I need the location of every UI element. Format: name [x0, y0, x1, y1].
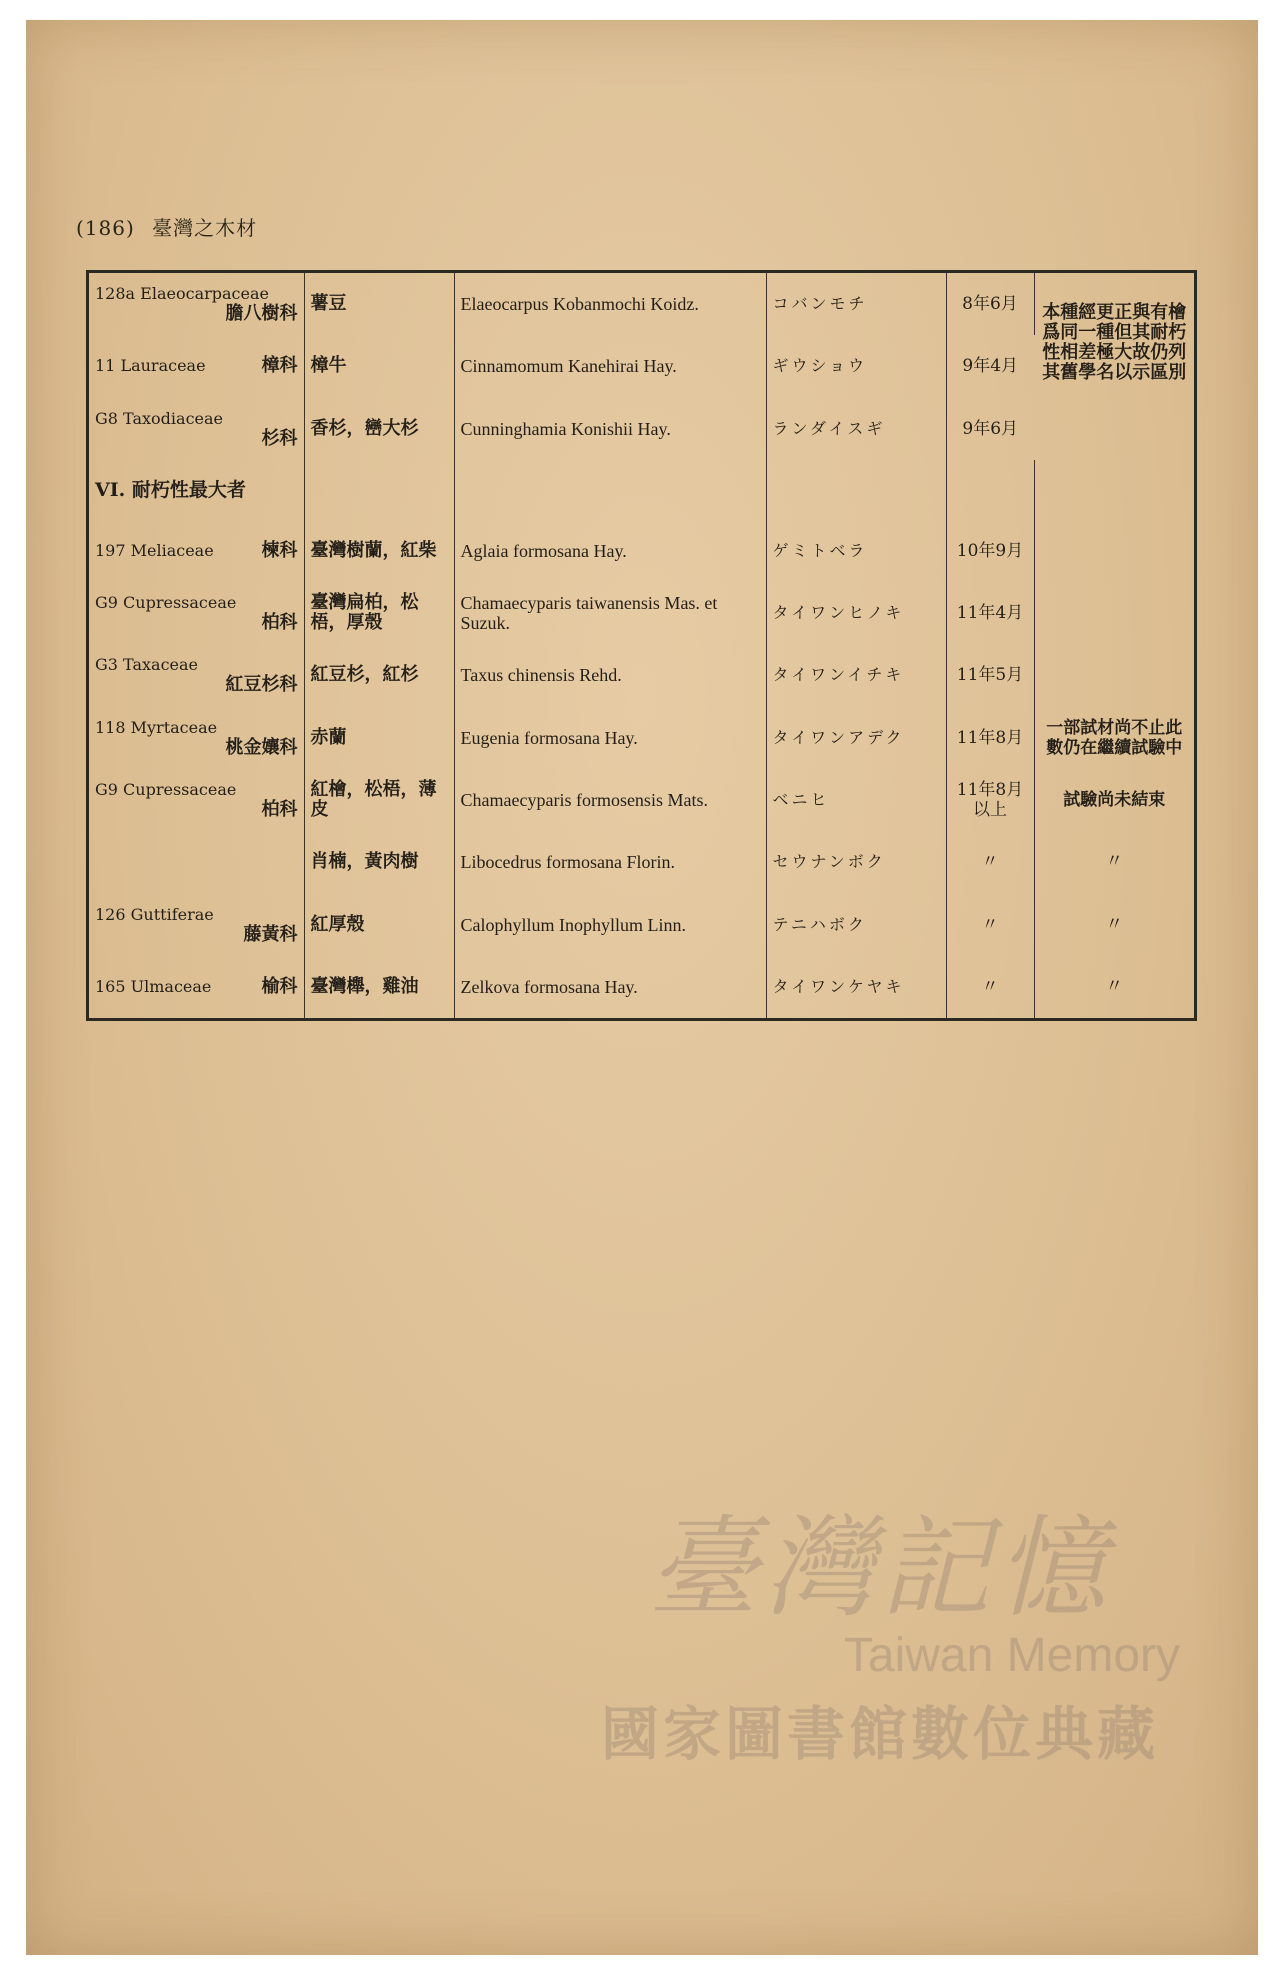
- common-name-cell: 臺灣櫸，雞油: [304, 956, 454, 1018]
- japanese-name-cell: コバンモチ: [766, 273, 946, 335]
- common-name-cell: 樟牛: [304, 335, 454, 397]
- section-title: VI. 耐朽性最大者: [89, 460, 304, 520]
- japanese-name-cell: タイワンヒノキ: [766, 582, 946, 644]
- family-cell: [89, 831, 304, 893]
- family-cell: G9 Cupressaceae 柏科: [89, 582, 304, 644]
- page-header: [76, 212, 257, 241]
- table-row: [89, 520, 1194, 582]
- scientific-name-cell: Aglaia formosana Hay.: [454, 520, 766, 582]
- duration-cell: 〃: [946, 893, 1034, 955]
- common-name-cell: 紅豆杉，紅杉: [304, 644, 454, 706]
- scientific-name-cell: Chamaecyparis taiwanensis Mas. et Suzuk.: [454, 582, 766, 644]
- family-cell: G3 Taxaceae 紅豆杉科: [89, 644, 304, 706]
- table-row: [89, 273, 1194, 335]
- section-row: [89, 460, 1194, 520]
- japanese-name-cell: セウナンボク: [766, 831, 946, 893]
- table-row: [89, 956, 1194, 1018]
- scientific-name-cell: Chamaecyparis formosensis Mats.: [454, 769, 766, 831]
- duration-cell: 〃: [946, 831, 1034, 893]
- note-cell: 本種經更正與有檜爲同一種但其耐朽性相差極大故仍列其舊學名以示區別: [1042, 302, 1187, 383]
- common-name-cell: 赤蘭: [304, 707, 454, 769]
- family-cell: G8 Taxodiaceae 杉科: [89, 398, 304, 460]
- japanese-name-cell: ギウショウ: [766, 335, 946, 397]
- common-name-cell: 紅厚殼: [304, 893, 454, 955]
- family-cell: 165 Ulmaceae 榆科: [89, 956, 304, 1018]
- note-cell: 試驗尚未結束: [1063, 790, 1166, 811]
- japanese-name-cell: ベニヒ: [766, 769, 946, 831]
- japanese-name-cell: テニハボク: [766, 893, 946, 955]
- table-row: [89, 335, 1194, 397]
- duration-cell: 〃: [946, 956, 1034, 1018]
- japanese-name-cell: タイワンケヤキ: [766, 956, 946, 1018]
- durability-table: [86, 270, 1197, 1021]
- duration-cell: 8年6月: [946, 273, 1034, 335]
- family-cell: 128a Elaeocarpaceae 膽八樹科: [89, 273, 304, 335]
- ditto-mark: 〃: [1105, 851, 1124, 873]
- japanese-name-cell: タイワンイチキ: [766, 644, 946, 706]
- duration-cell: 11年8月以上: [946, 769, 1034, 831]
- watermark-subtitle: 國家圖書館數位典藏: [600, 1700, 1159, 1768]
- watermark-chinese: 臺灣記憶: [648, 1504, 1112, 1632]
- family-cell: 11 Lauraceae 樟科: [89, 335, 304, 397]
- table-row: [89, 644, 1194, 706]
- table-row: [89, 831, 1194, 893]
- table-row: [89, 398, 1194, 460]
- common-name-cell: 薯豆: [304, 273, 454, 335]
- family-cell: 197 Meliaceae 楝科: [89, 520, 304, 582]
- japanese-name-cell: ランダイスギ: [766, 398, 946, 460]
- scientific-name-cell: Eugenia formosana Hay.: [454, 707, 766, 769]
- ditto-mark: 〃: [1105, 913, 1124, 935]
- duration-cell: 9年6月: [962, 418, 1019, 439]
- scientific-name-cell: Calophyllum Inophyllum Linn.: [454, 893, 766, 955]
- duration-cell: 11年8月: [946, 707, 1034, 769]
- common-name-cell: 臺灣扁柏，松梧，厚殼: [304, 582, 454, 644]
- table-row: [89, 707, 1194, 769]
- scientific-name-cell: Cinnamomum Kanehirai Hay.: [454, 335, 766, 397]
- table-row: [89, 582, 1194, 644]
- table-row: [89, 769, 1194, 831]
- duration-cell: 11年4月: [946, 582, 1034, 644]
- common-name-cell: 肖楠，黃肉樹: [304, 831, 454, 893]
- duration-cell: 11年5月: [946, 644, 1034, 706]
- japanese-name-cell: タイワンアデク: [766, 707, 946, 769]
- common-name-cell: 紅檜，松梧，薄皮: [304, 769, 454, 831]
- note-cell: 一部試材尚不止此數仍在繼續試驗中: [1046, 717, 1183, 758]
- family-cell: 126 Guttiferae 藤黃科: [89, 893, 304, 955]
- family-cell: 118 Myrtaceae 桃金孃科: [89, 707, 304, 769]
- scientific-name-cell: Libocedrus formosana Florin.: [454, 831, 766, 893]
- scientific-name-cell: Zelkova formosana Hay.: [454, 956, 766, 1018]
- duration-cell: 10年9月: [946, 520, 1034, 582]
- table-row: [89, 893, 1194, 955]
- scientific-name-cell: Taxus chinensis Rehd.: [454, 644, 766, 706]
- scientific-name-cell: Cunninghamia Konishii Hay.: [454, 398, 766, 460]
- scientific-name-cell: Elaeocarpus Kobanmochi Koidz.: [454, 273, 766, 335]
- japanese-name-cell: ゲミトベラ: [766, 520, 946, 582]
- page-number: (186): [76, 216, 135, 240]
- common-name-cell: 香杉，巒大杉: [304, 398, 454, 460]
- ditto-mark: 〃: [1105, 975, 1124, 997]
- common-name-cell: 臺灣樹蘭，紅柴: [304, 520, 454, 582]
- family-cell: G9 Cupressaceae 柏科: [89, 769, 304, 831]
- book-title: 臺灣之木材: [152, 216, 258, 240]
- watermark-english: Taiwan Memory: [843, 1629, 1180, 1682]
- duration-cell: 9年4月: [962, 356, 1019, 377]
